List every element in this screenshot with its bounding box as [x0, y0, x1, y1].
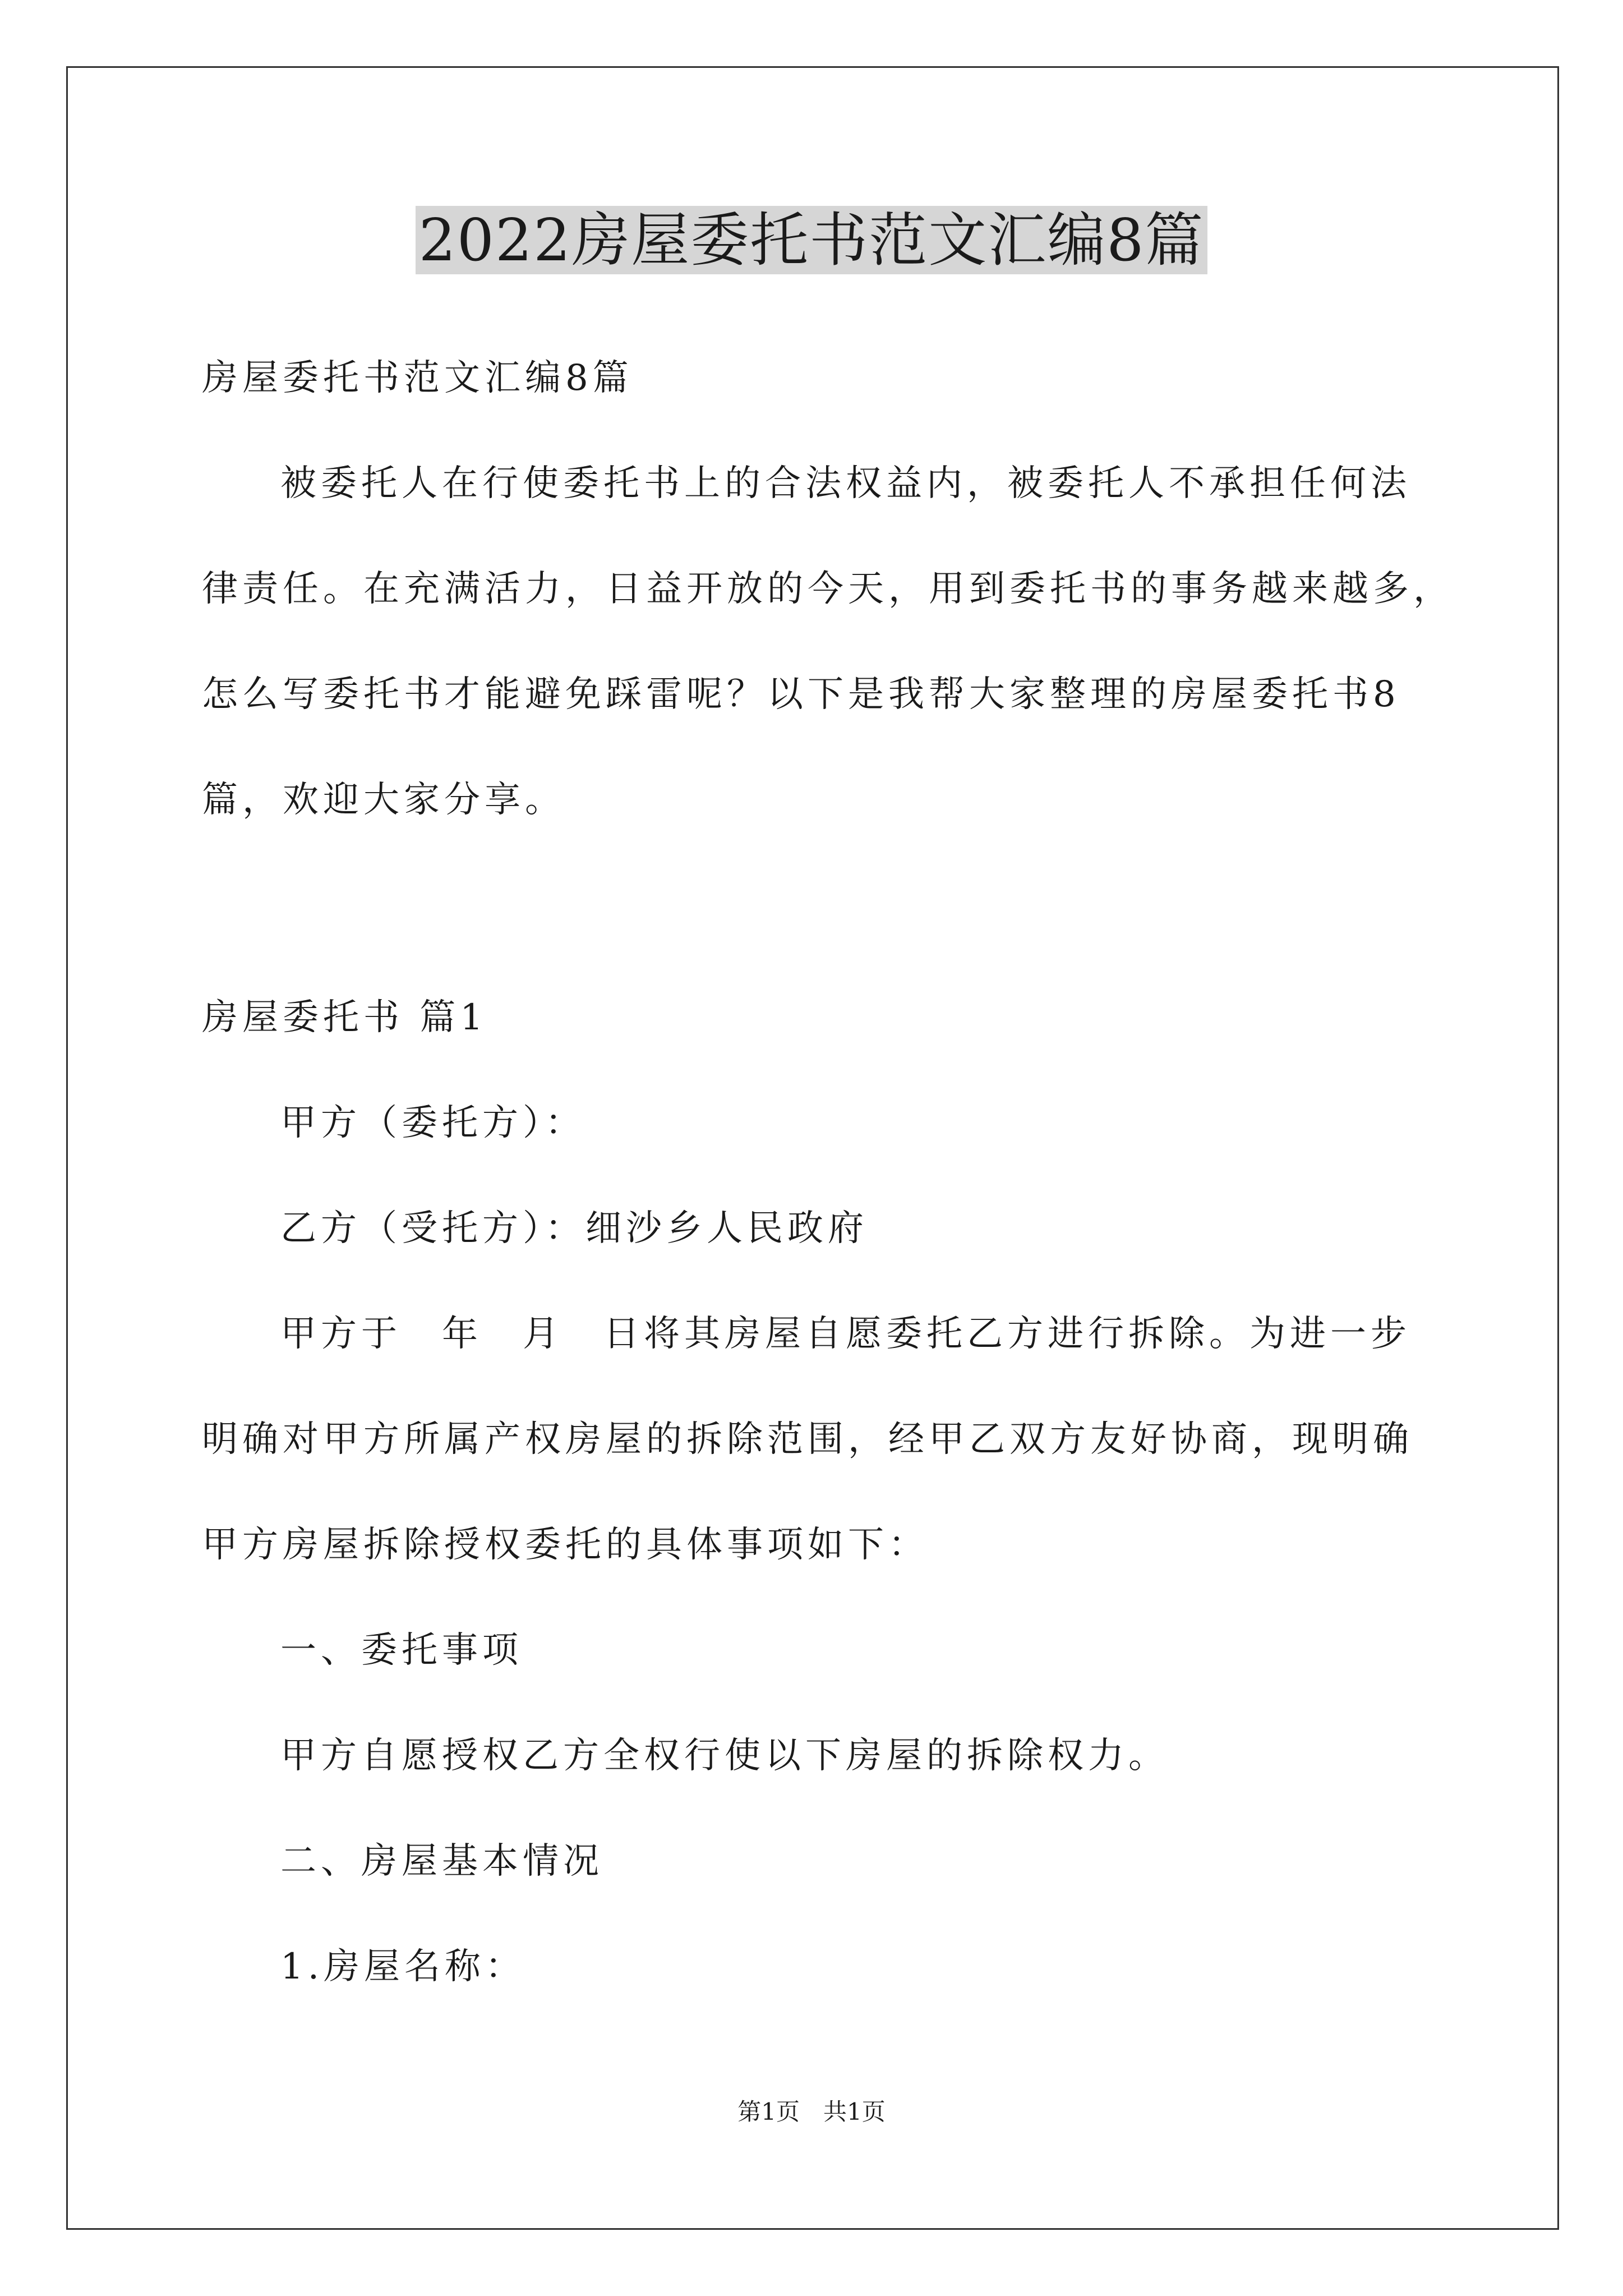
- body-line-1: 甲方于 年 月 日将其房屋自愿委托乙方进行拆除。为进一步: [280, 1313, 1411, 1355]
- page-footer: 第1页 共1页: [737, 2098, 886, 2125]
- party-b-line: 乙方（受托方）：细沙乡人民政府: [280, 1208, 868, 1249]
- intro-line-3: 怎么写委托书才能避免踩雷呢？以下是我帮大家整理的房屋委托书8: [202, 674, 1400, 715]
- item1-heading: 一、委托事项: [280, 1630, 523, 1671]
- party-a-line: 甲方（委托方）：: [280, 1102, 585, 1144]
- intro-line-2: 律责任。在充满活力，日益开放的今天，用到委托书的事务越来越多，: [202, 568, 1454, 610]
- intro-line-1: 被委托人在行使委托书上的合法权益内，被委托人不承担任何法: [280, 463, 1411, 504]
- body-line-2: 明确对甲方所属产权房屋的拆除范围，经甲乙双方友好协商，现明确: [202, 1419, 1413, 1460]
- section-heading: 房屋委托书 篇1: [202, 997, 488, 1038]
- item2-sub1: 1.房屋名称：: [280, 1946, 526, 1987]
- document-title-text: 2022房屋委托书范文汇编8篇: [416, 206, 1208, 274]
- item1-text: 甲方自愿授权乙方全权行使以下房屋的拆除权力。: [280, 1735, 1169, 1777]
- document-subtitle: 房屋委托书范文汇编8篇: [202, 357, 633, 399]
- item2-heading: 二、房屋基本情况: [280, 1841, 603, 1882]
- intro-line-4: 篇，欢迎大家分享。: [202, 779, 565, 821]
- body-line-3: 甲方房屋拆除授权委托的具体事项如下：: [202, 1524, 929, 1566]
- document-title: [0, 201, 1623, 279]
